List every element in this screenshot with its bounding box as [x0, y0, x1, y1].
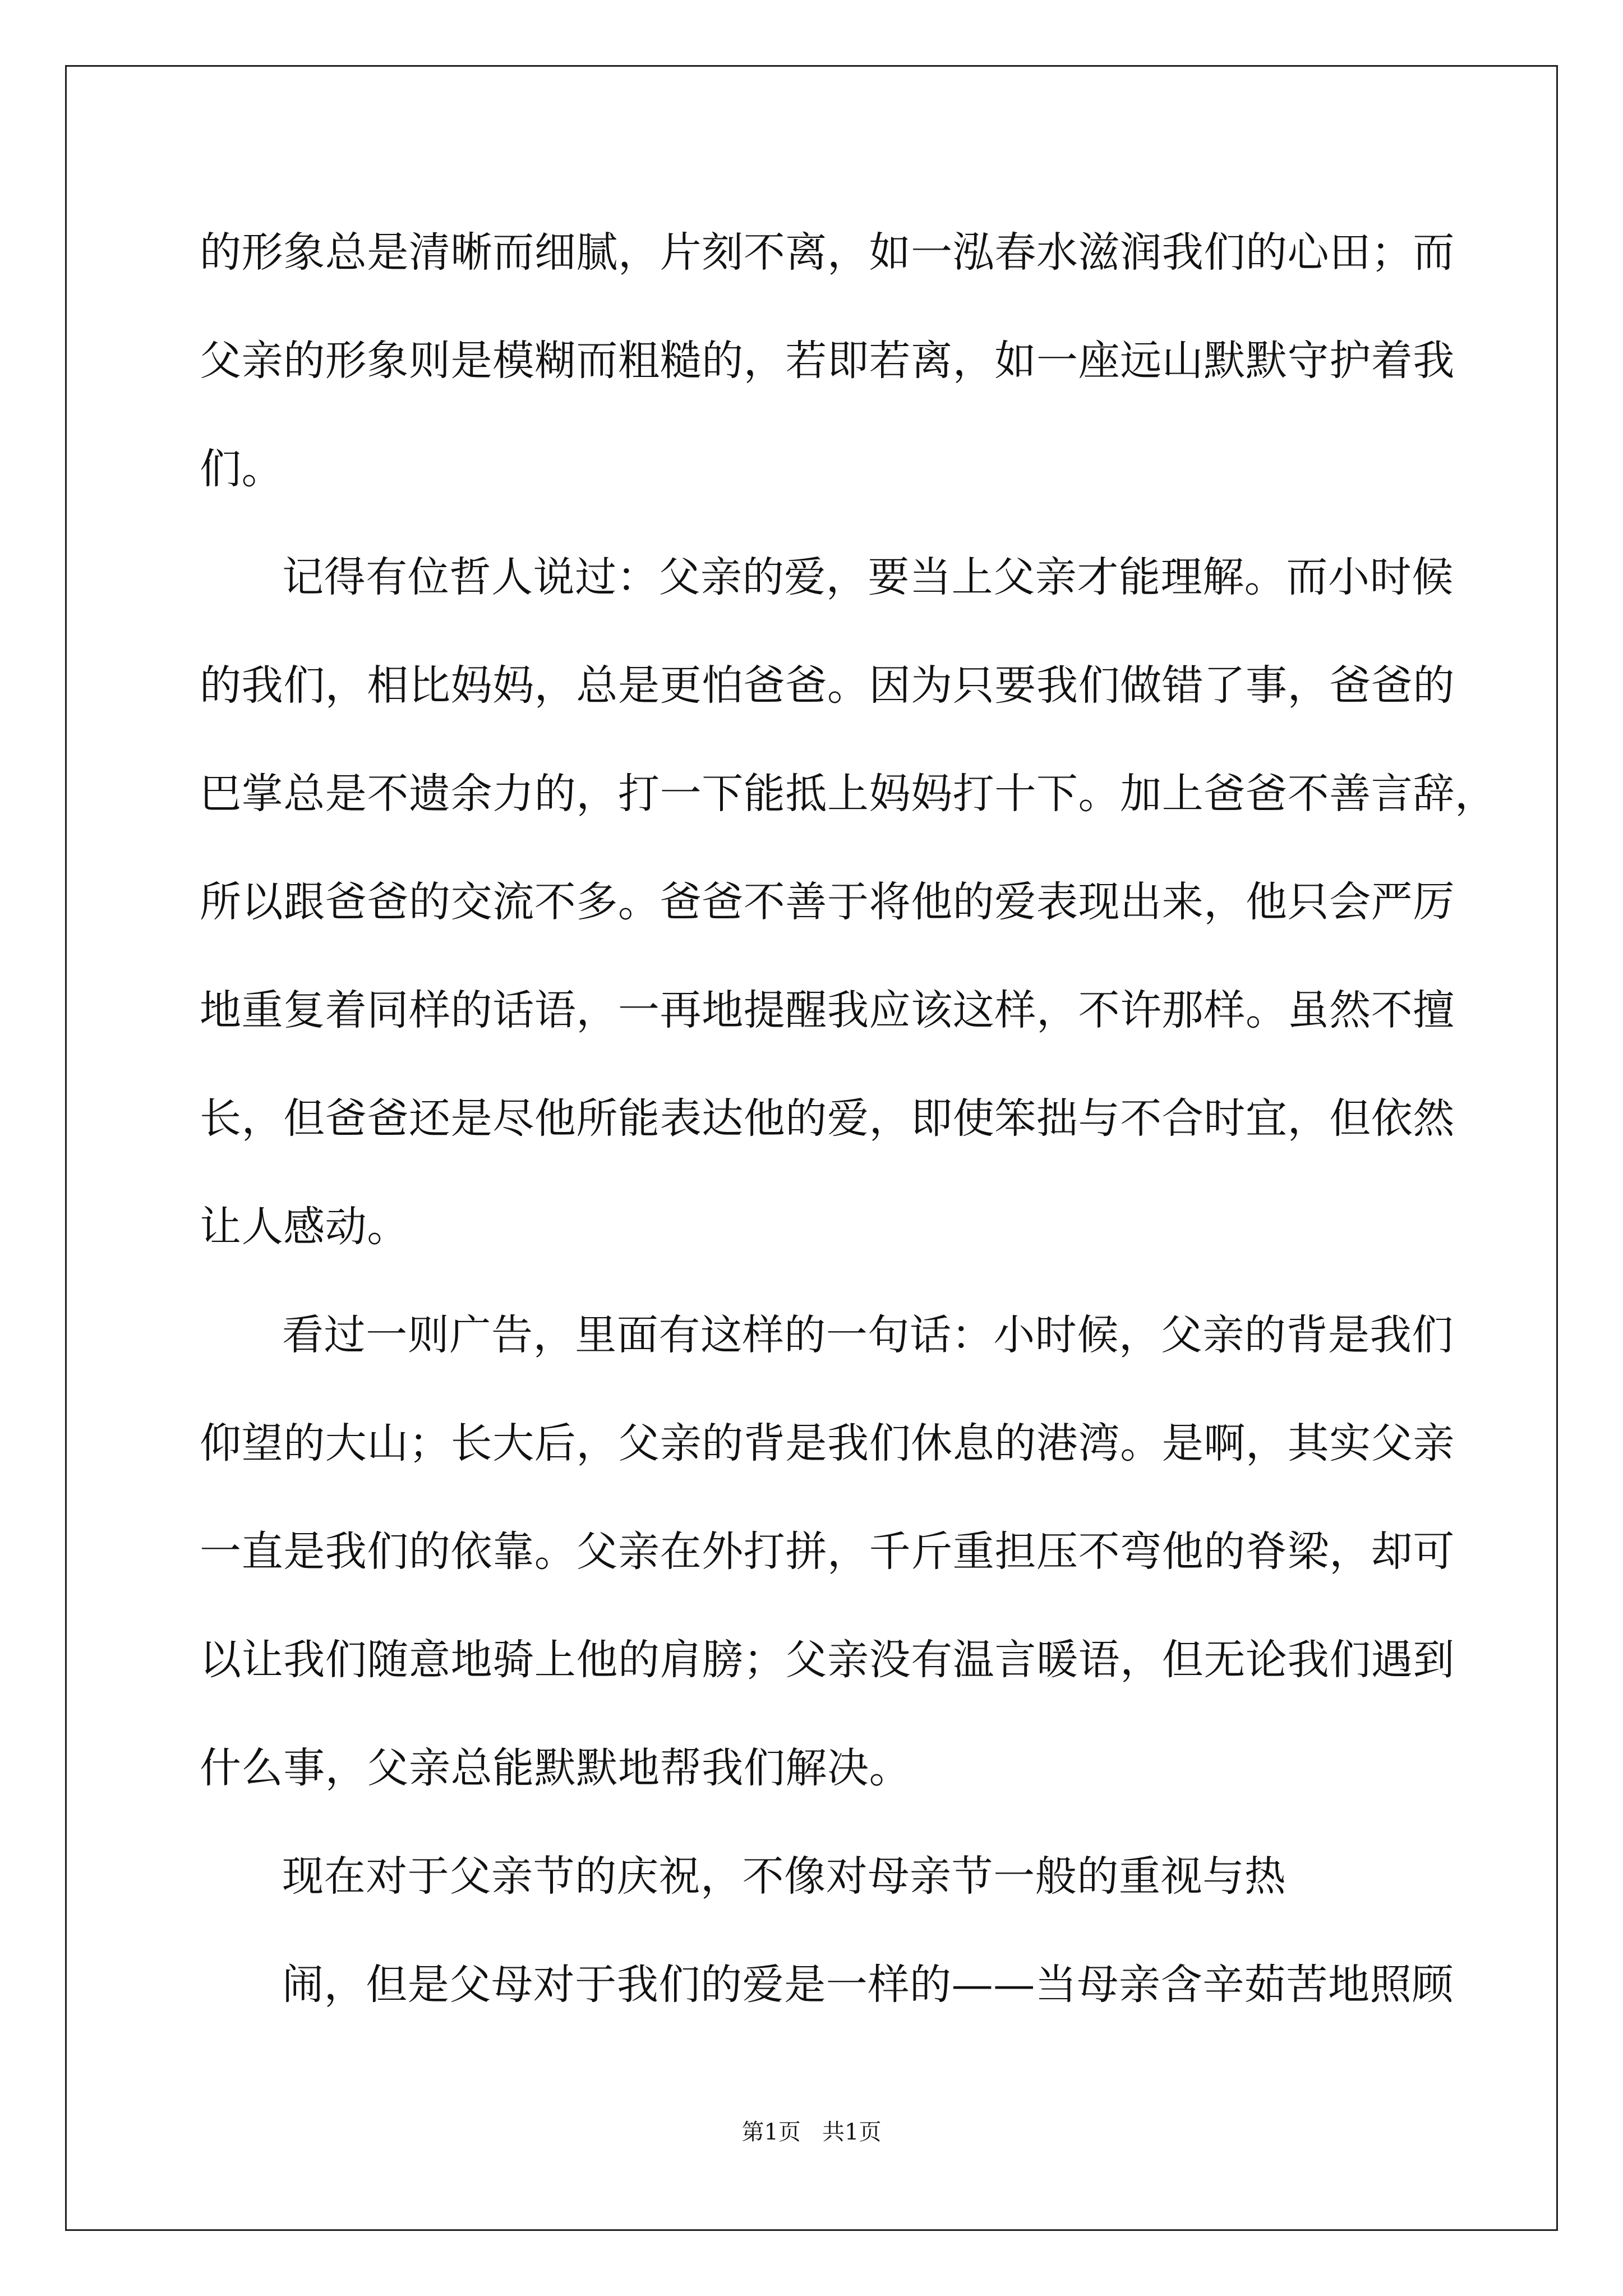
text-line: 以让我们随意地骑上他的肩膀；父亲没有温言暖语，但无论我们遇到: [200, 1636, 1455, 1684]
text-line: 地重复着同样的话语，一再地提醒我应该这样，不许那样。虽然不擅: [200, 986, 1455, 1034]
paragraph-start-line: 现在对于父亲节的庆祝，不像对母亲节一般的重视与热: [282, 1852, 1287, 1901]
text-line: 父亲的形象则是模糊而粗糙的，若即若离，如一座远山默默守护着我: [200, 337, 1455, 385]
page-border: [65, 65, 1558, 2231]
paragraph-start-line: 记得有位哲人说过：父亲的爱，要当上父亲才能理解。而小时候: [282, 553, 1454, 601]
text-line: 长，但爸爸还是尽他所能表达他的爱，即使笨拙与不合时宜，但依然: [200, 1094, 1455, 1143]
text-line: 仰望的大山；长大后，父亲的背是我们休息的港湾。是啊，其实父亲: [200, 1419, 1455, 1467]
text-line: 的形象总是清晰而细腻，片刻不离，如一泓春水滋润我们的心田；而: [200, 228, 1455, 277]
paragraph-start-line: 看过一则广告，里面有这样的一句话：小时候，父亲的背是我们: [282, 1311, 1454, 1359]
text-line: 一直是我们的依靠。父亲在外打拼，千斤重担压不弯他的脊梁，却可: [200, 1527, 1455, 1576]
paragraph-start-line: 闹，但是父母对于我们的爱是一样的——当母亲含辛茹苦地照顾: [282, 1961, 1454, 2009]
text-line: 什么事，父亲总能默默地帮我们解决。: [200, 1744, 911, 1792]
text-line: 所以跟爸爸的交流不多。爸爸不善于将他的爱表现出来，他只会严厉: [200, 878, 1455, 926]
text-line: 让人感动。: [200, 1203, 409, 1251]
text-line: 们。: [200, 445, 284, 493]
page-footer: 第1页 共1页: [741, 2119, 882, 2145]
text-line: 巴掌总是不遗余力的，打一下能抵上妈妈打十下。加上爸爸不善言辞，: [200, 770, 1497, 818]
text-line: 的我们，相比妈妈，总是更怕爸爸。因为只要我们做错了事，爸爸的: [200, 661, 1455, 710]
